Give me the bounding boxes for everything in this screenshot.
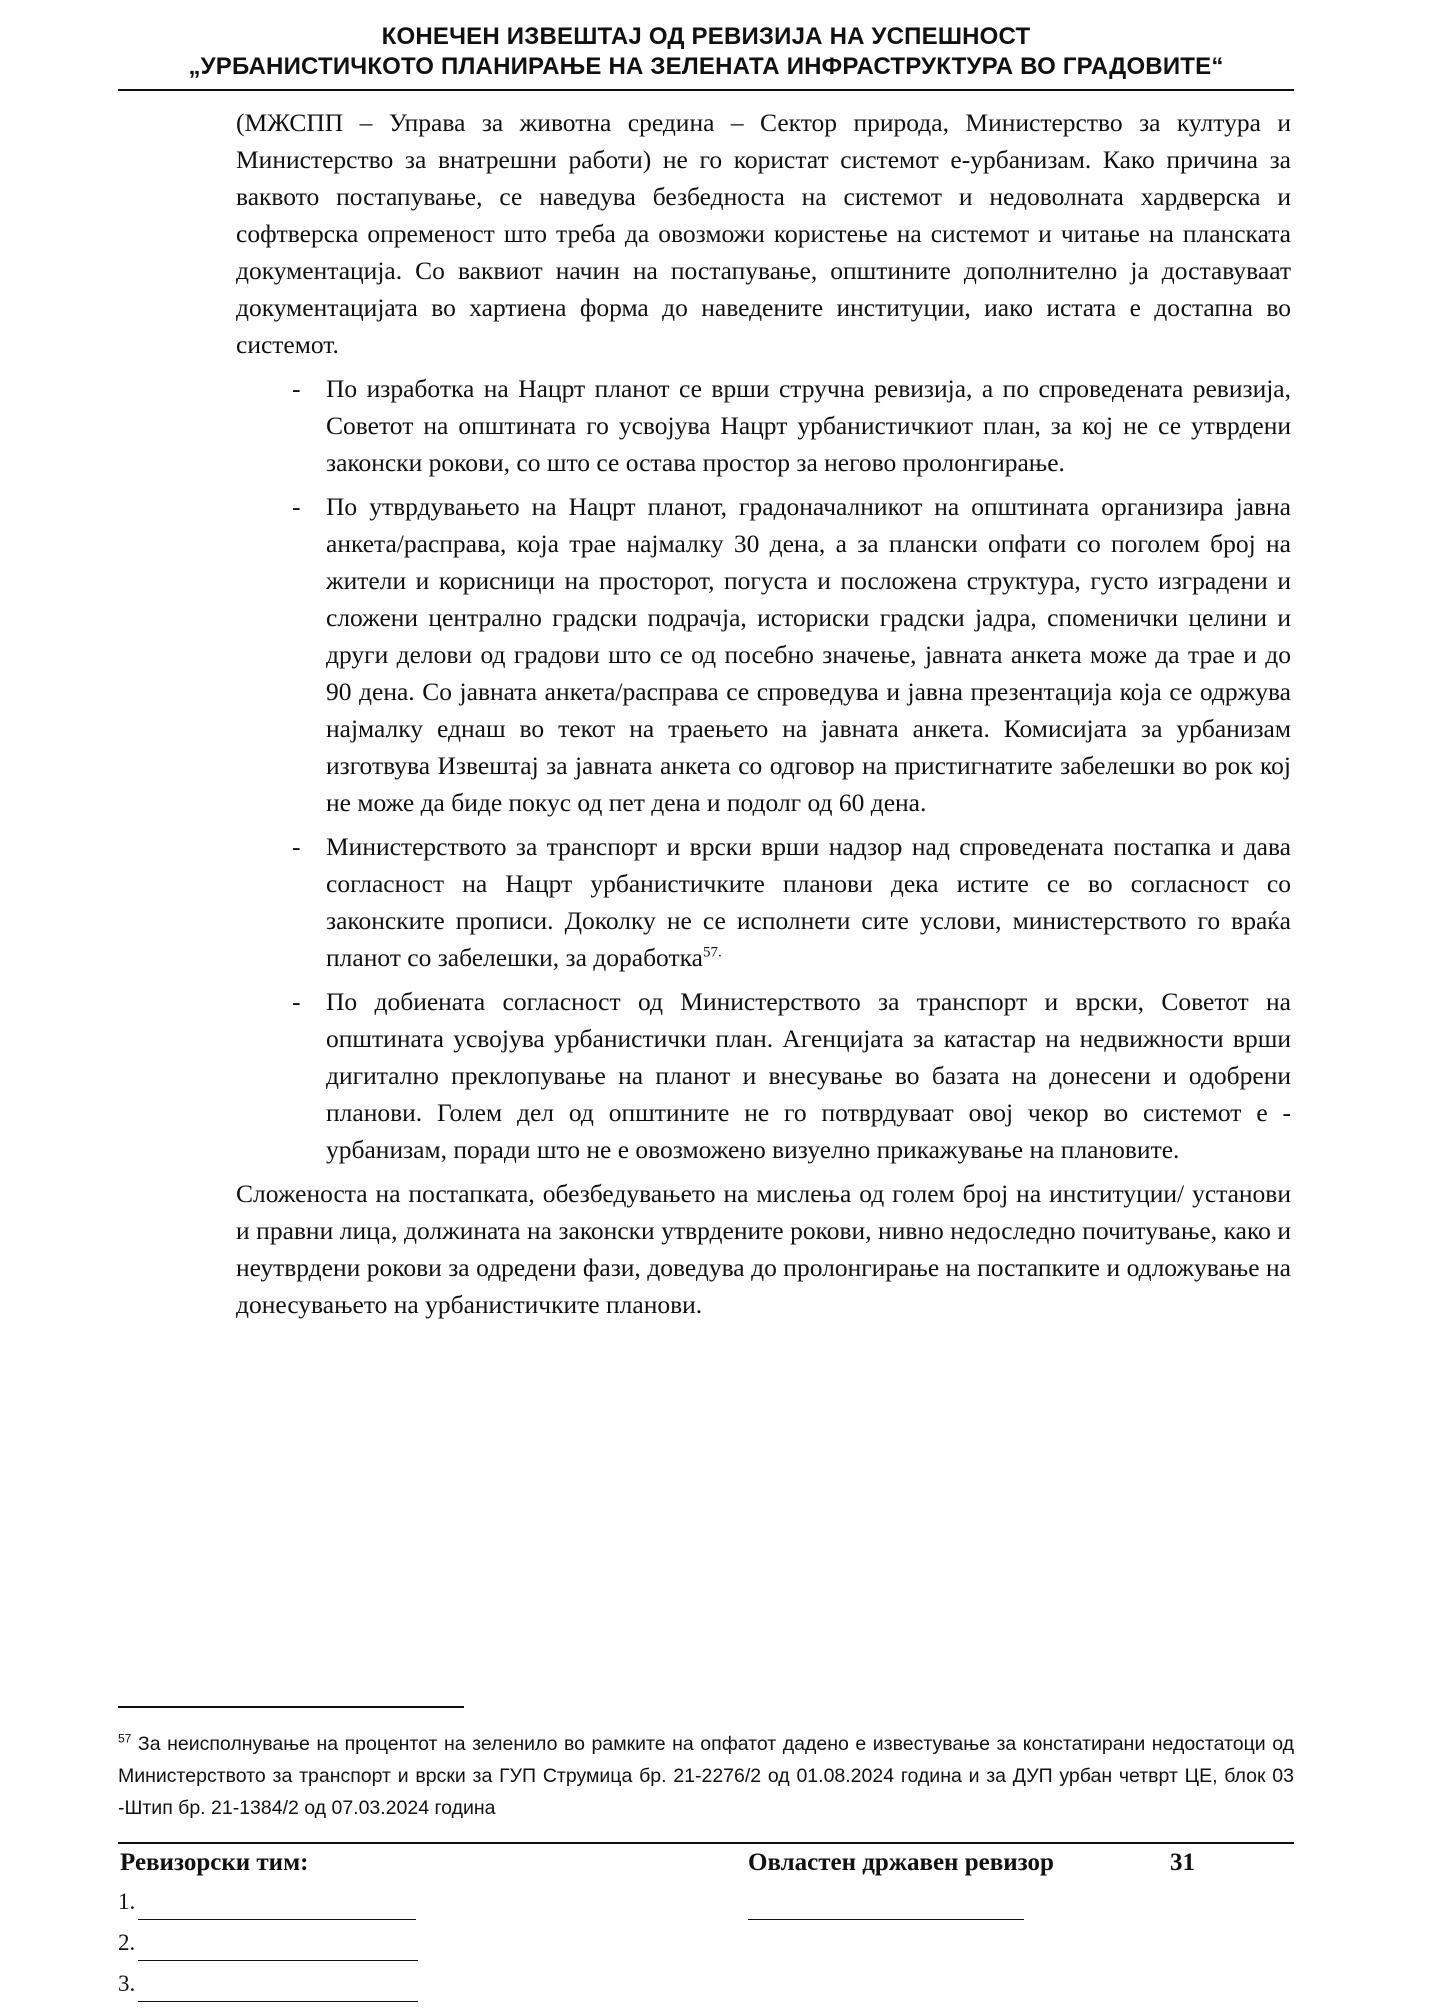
report-title: КОНЕЧЕН ИЗВЕШТАЈ ОД РЕВИЗИЈА НА УСПЕШНОСТ	[381, 23, 1031, 50]
bullet-dash: -	[292, 492, 301, 521]
bullet-dash: -	[292, 987, 301, 1016]
main-content	[236, 104, 1291, 1323]
list-item	[236, 983, 1291, 1168]
list-item	[236, 370, 1291, 481]
footnote-number: 57	[118, 1731, 132, 1746]
signature-line	[138, 1919, 416, 1920]
intro-paragraph: (МЖСПП – Управа за животна средина – Сектор природа, Министерство за култура и Министерство за внатрешни работи) не го користат системот е-урбанизам. Како причина за ваквото постапување, се наведува безбедноста на системот и недоволната хардверска и софтверска опременост што треба да овозможи користење на системот и читање на планската документација. Со ваквиот начин на постапување, општините дополнително ја доставуваат документацијата во хартиена форма до наведените институции, иако истата е достапна во системот.	[236, 108, 1291, 359]
report-subtitle: „УРБАНИСТИЧКОТО ПЛАНИРАЊЕ НА ЗЕЛЕНАТА ИНФРАСТРУКТУРА ВО ГРАДОВИТЕ“	[188, 53, 1224, 80]
bullet-dash: -	[292, 374, 301, 403]
signature-line	[138, 2001, 418, 2002]
audit-team-label: Ревизорски тим:	[120, 1849, 309, 1876]
closing-paragraph: Сложеноста на постапката, обезбедувањето на мислења од голем број на институции/ установи и правни лица, должината на законски утврдените рокови, нивно недоследно почитување, како и неутврдени рокови за одредени фази, доведува до пролонгирање на постапките и одложување на донесувањето на урбанистичките планови.	[236, 1179, 1291, 1319]
footnote-reference[interactable]: 57.	[702, 944, 722, 961]
footnote	[118, 1728, 1294, 1824]
header-divider	[118, 89, 1294, 91]
footnote-text: За неисполнување на процентот на зеленило во рамките на опфатот дадено е известување за констатирани недостатоци од Министерството за транспорт и врски за ГУП Струмица бр. 21-2276/2 од 01.08.2024 година и за ДУП урбан четврт ЦЕ, блок 03 -Штип бр. 21-1384/2 од 07.03.2024 година	[118, 1733, 1295, 1819]
list-item-with-footnote	[326, 828, 1291, 976]
procedure-list	[236, 370, 1291, 1168]
footnote-divider	[118, 1706, 464, 1708]
signature-number: 3.	[118, 1971, 136, 1996]
signature-line	[138, 1960, 418, 1961]
list-item	[236, 488, 1291, 821]
state-auditor-label: Овластен државен ревизор	[748, 1849, 1054, 1876]
list-item	[236, 828, 1291, 976]
list-item-text: По изработка на Нацрт планот се врши стручна ревизија, а по спроведената ревизија, Советот на општината го усвојува Нацрт урбанистичкиот план, за кој не се утврдени законски рокови, со што се остава простор за негово пролонгирање.	[326, 374, 1291, 477]
page-number: 31	[1170, 1849, 1195, 1876]
list-item-text: По добиената согласност од Министерството за транспорт и врски, Советот на општината усвојува урбанистички план. Агенцијата за катастар на недвижности врши дигитално преклопување на планот и внесување во базата на донесени и одобрени планови. Голем дел од општините не го потврдуваат овој чекор во системот е - урбанизам, поради што не е овозможено визуелно прикажување на плановите.	[326, 987, 1291, 1164]
list-item-text: Министерството за транспорт и врски врши надзор над спроведената постапка и дава согласност на Нацрт урбанистичките планови дека истите се во согласност со законските прописи. Доколку не се исполнети сите услови, министерството го враќа планот со забелешки, за доработка	[326, 832, 1291, 972]
signature-number: 1.	[118, 1889, 136, 1914]
list-item-text: По утврдувањето на Нацрт планот, градоначалникот на општината организира јавна анкета/расправа, која трае најмалку 30 дена, а за плански опфати со поголем број на жители и корисници на просторот, погуста и посложена структура, густо изградени и сложени централно градски подрачја, историски градски јадра, споменички целини и други делови од градови што се од посебно значење, јавната анкета може да трае и до 90 дена. Со јавната анкета/расправа се спроведува и јавна презентација која се одржува најмалку еднаш во текот на траењето на јавната анкета. Комисијата за урбанизам изготвува Извештај за јавната анкета со одговор на пристигнатите забелешки во рок кој не може да биде покус од пет дена и подолг од 60 дена.	[326, 492, 1291, 817]
signature-number: 2.	[118, 1930, 136, 1955]
document-header	[118, 22, 1294, 82]
auditor-signature-line	[748, 1919, 1024, 1920]
footer-divider	[118, 1842, 1294, 1844]
bullet-dash: -	[292, 832, 301, 861]
